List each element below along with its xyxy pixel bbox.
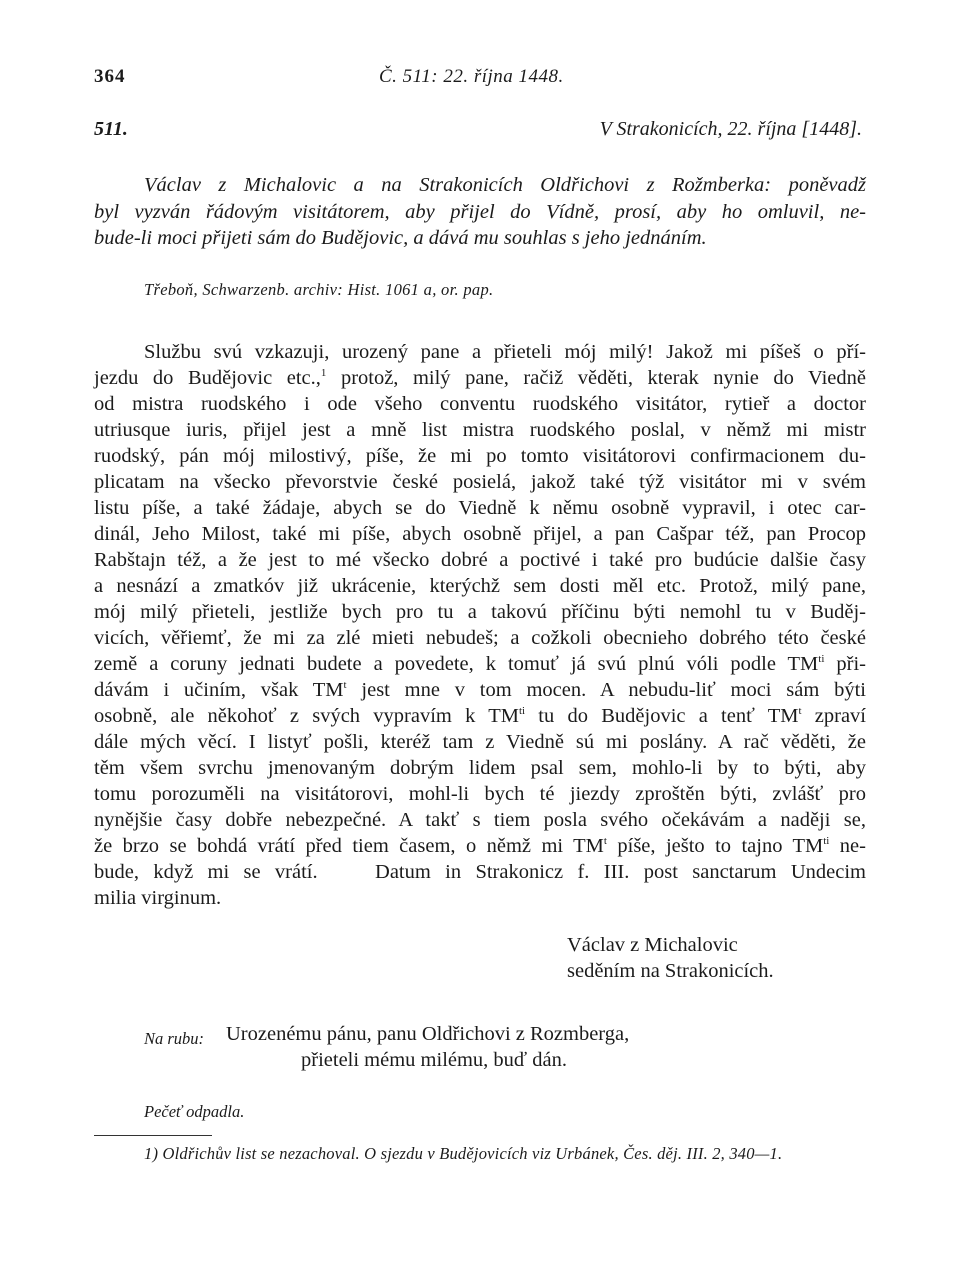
body-line: nynějšie časy dobře nebezpečné. A takť s tiem posla svého očekávám a naději se,: [94, 809, 866, 831]
body-line: vicích, věřiemť, že mi za zlé mieti nebudeš; a cožkoli obecnieho dobrého této české: [94, 627, 866, 649]
regest-line: byl vyzván řádovým visitátorem, aby přijel do Vídně, prosí, aby ho omluvil, ne-: [94, 200, 866, 223]
regest-line: Václav z Michalovic a na Strakonicích Oldřichovi z Rožmberka: poněvadž: [144, 174, 866, 196]
body-line: od mistra ruodského i ode všeho conventu ruodského visitátor, rytieř a doctor: [94, 393, 866, 415]
document-place-date: V Strakonicích, 22. října [1448].: [599, 118, 862, 140]
document-number: 511.: [94, 118, 128, 140]
regest-line: bude-li moci přijeti sám do Budějovic, a dává mu souhlas s jeho jednáním.: [94, 227, 707, 249]
body-line: že brzo se bohdá vrátí před tiem časem, o němž mi $TM^t$ píše, ješto to tajno $TM^{ti}$ ne-: [94, 835, 866, 857]
body-line: Rabštajn též, a že jest to mé všecko dobré a poctivé i také pro budúcie dalšie časy: [94, 549, 866, 571]
body-line: ruodský, pán mój milostivý, píše, že mi po tomto visitátorovi confirmacionem du-: [94, 445, 866, 467]
document-heading: [94, 118, 866, 148]
superscript: ti: [518, 705, 526, 717]
body-line: dinál, Jeho Milost, také mi píše, abych osobně přijel, a pan Cašpar též, pan Procop: [94, 523, 866, 545]
address-line: přieteli mému milému, buď dán.: [301, 1049, 568, 1071]
body-line: země a coruny jednati budete a povedete, k tomuť já svú plnú vóli podle $TM^{ti}$ při-: [94, 653, 866, 675]
body-line: milia virginum.: [94, 887, 222, 909]
address-line: Urozenému pánu, panu Oldřichovi z Rozmberga,: [226, 1023, 630, 1045]
superscript: t: [343, 679, 347, 691]
superscript: t: [603, 835, 607, 847]
body-line: utriusque iuris, přijel jest a mně list mistra ruodského poslal, v němž mi mistr: [94, 419, 866, 441]
body-line: dále mých věcí. I listyť pošli, kteréž tam z Viedně sú mi poslány. A rač věděti, že: [94, 731, 866, 753]
letter-body: [94, 339, 866, 911]
signature-line: Václav z Michalovic: [567, 934, 738, 956]
running-header: [94, 66, 866, 96]
body-line: bude, když mi se vrátí. Datum in Strakonicz f. III. post sanctarum Undecim: [94, 861, 866, 883]
body-line: a nesnází a zmatkóv již ukrácenie, kterýchž sem dosti měl etc. Protož, milý pane,: [94, 575, 866, 597]
running-title: Č. 511: 22. října 1448.: [379, 66, 564, 87]
superscript: ti: [818, 653, 825, 665]
body-line: mój milý přieteli, jestliže bych pro tu a takovú příčinu býti nemohl tu v Buděj-: [94, 601, 866, 623]
archival-source: Třeboň, Schwarzenb. archiv: Hist. 1061 a, or. pap.: [144, 280, 494, 299]
body-line: listu píše, a také žádaje, abych se do Viedně k němu osobně vypravil, i otec car-: [94, 497, 866, 519]
body-line: Službu svú vzkazuji, urozený pane a přieteli mój milý! Jakož mi píšeš o pří-: [144, 341, 866, 363]
footnote: 1) Oldřichův list se nezachoval. O sjezdu v Budějovicích viz Urbánek, Čes. děj. III. 2, 340—1.: [144, 1144, 783, 1163]
regest-summary: [94, 172, 866, 252]
superscript: ti: [823, 835, 830, 847]
body-line: těm všem svrchu jmenovaným dobrým lidem psal sem, mohlo-li by to býti, aby: [94, 757, 866, 779]
body-line: dávám i učiním, však $TM^t$ jest mne v tom mocen. A nebudu-liť moci sám býti: [94, 679, 866, 701]
seal-note: Pečeť odpadla.: [144, 1102, 245, 1121]
body-line: tomu porozuměli na visitátorovi, mohl-li bych té jiezdy zproštěn býti, zvlášť pro: [94, 783, 866, 805]
page-number: 364: [94, 66, 126, 87]
address-label: Na rubu:: [144, 1029, 205, 1048]
body-line: plicatam na všecko převorstvie české posielá, jakož také týž visitátor mi v svém: [94, 471, 866, 493]
footnote-ref: 1: [320, 367, 327, 379]
body-line: jezdu do Budějovic etc.,$^1$ protož, milý pane, račiž věděti, kterak nynie do Viedně: [94, 367, 866, 389]
superscript: t: [798, 705, 802, 717]
footnote-divider: [94, 1135, 212, 1136]
signature-line: seděním na Strakonicích.: [567, 960, 774, 982]
body-line: osobně, ale někohoť z svých vypravím k $TM^{ti}$ tu do Budějovic a tenť $TM^t$ zpraví: [94, 705, 866, 727]
